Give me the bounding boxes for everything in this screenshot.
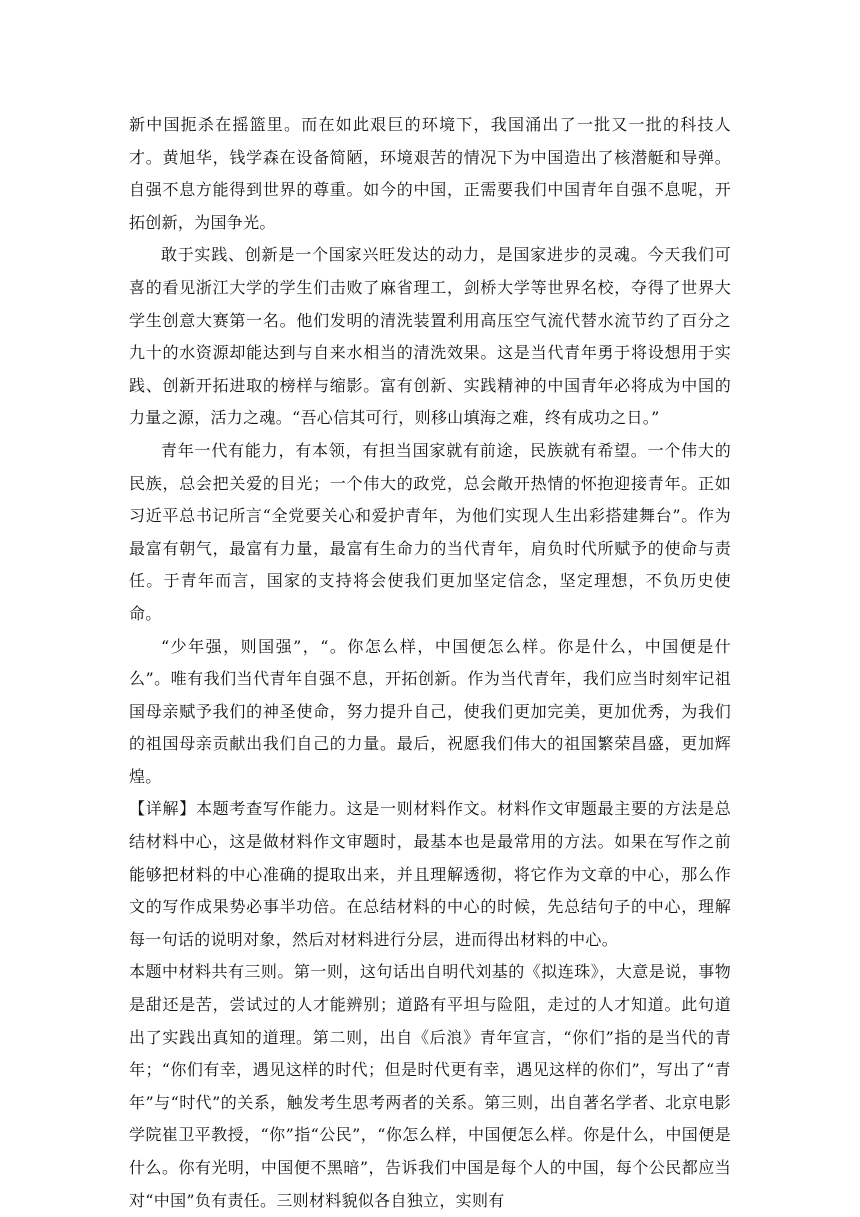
paragraph-3: 青年一代有能力，有本领，有担当国家就有前途，民族就有希望。一个伟大的民族，总会把关爱的目光；一个伟大的政党，总会敞开热情的怀抱迎接青年。正如习近平总书记所言“全党要关心和爱护青年，为他们实现人生出彩搭建舞台”。作为最富有朝气，最富有力量，最富有生命力的当代青年，肩负时代所赋予的使命与责任。于青年而言，国家的支持将会使我们更加坚定信念，坚定理想，不负历史使命。 — [129, 440, 731, 623]
paragraph-1: 新中国扼杀在摇篮里。而在如此艰巨的环境下，我国涌出了一批又一批的科技人才。黄旭华，钱学森在设备简陋，环境艰苦的情况下为中国造出了核潜艇和导弹。自强不息方能得到世界的尊重。如今的中国，正需要我们中国青年自强不息呢，开拓创新，为国争光。 — [129, 115, 731, 232]
material-analysis-paragraph: 本题中材料共有三则。第一则，这句话出自明代刘基的《拟连珠》，大意是说，事物是甜还是苦，尝试过的人才能辨别；道路有平坦与险阻，走过的人才知道。此句道出了实践出真知的道理。第二则，出自《后浪》青年宣言，“你们”指的是当代的青年；“你们有幸，遇见这样的时代；但是时代更有幸，遇见这样的你们”，写出了“青年”与“时代”的关系，触发考生思考两者的关系。第三则，出自著名学者、北京电影学院崔卫平教授，“你”指“公民”，“你怎么样，中国便怎么样。你是什么，中国便是什么。你有光明，中国便不黑暗”，告诉我们中国是每个人的中国，每个公民都应当对“中国”负有责任。三则材料貌似各自独立，实则有 — [129, 962, 731, 1210]
paragraph-2: 敢于实践、创新是一个国家兴旺发达的动力，是国家进步的灵魂。今天我们可喜的看见浙江大学的学生们击败了麻省理工，剑桥大学等世界名校，夺得了世界大学生创意大赛第一名。他们发明的清洗装置利用高压空气流代替水流节约了百分之九十的水资源却能达到与自来水相当的清洗效果。这是当代青年勇于将设想用于实践、创新开拓进取的榜样与缩影。富有创新、实践精神的中国青年必将成为中国的力量之源，活力之魂。“吾心信其可行，则移山填海之难，终有成功之日。” — [129, 245, 731, 428]
paragraph-4: “少年强，则国强”，“。你怎么样，中国便怎么样。你是什么，中国便是什么”。唯有我们当代青年自强不息，开拓创新。作为当代青年，我们应当时刻牢记祖国母亲赋予我们的神圣使命，努力提升自己，使我们更加完美，更加优秀，为我们的祖国母亲贡献出我们自己的力量。最后，祝愿我们伟大的祖国繁荣昌盛，更加辉煌。 — [129, 636, 731, 786]
analysis-paragraph — [129, 793, 731, 956]
document-body — [129, 109, 731, 1217]
analysis-text: 本题考查写作能力。这是一则材料作文。材料作文审题最主要的方法是总结材料中心，这是做材料作文审题时，最基本也是最常用的方法。如果在写作之前能够把材料的中心准确的提取出来，并且理解透彻，将它作为文章的中心，那么作文的写作成果势必事半功倍。在总结材料的中心的时候，先总结句子的中心，理解每一句话的说明对象，然后对材料进行分层，进而得出材料的中心。 — [129, 799, 731, 949]
analysis-tag: 【详解】 — [129, 799, 196, 819]
